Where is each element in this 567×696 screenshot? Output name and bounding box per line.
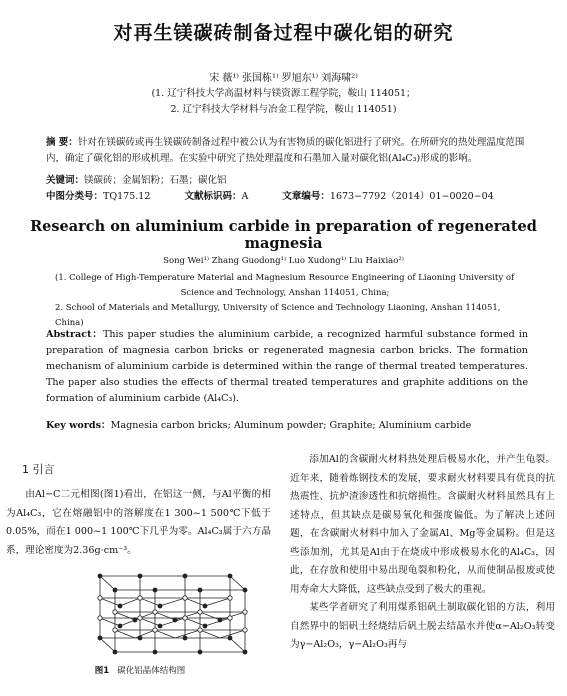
classification-row [46,188,494,202]
author-block-cn [0,69,567,118]
keywords-en-label: Key words： [46,420,111,431]
intro-right-column [290,451,555,655]
clc-label: 中图分类号： [46,191,104,202]
article-number-label: 文章编号： [282,191,330,202]
figure-1-caption-text: 碳化铝晶体结构图 [117,666,186,676]
keywords-cn [46,172,227,186]
abstract-cn-text: 针对在镁碳砖或再生镁碳砖制备过程中被公认为有害物质的碳化铝进行了研究。在所研究的热处理温度范围内，确定了碳化铝的形成机理。在实验中研究了热处理温度和石墨加入量对碳化铝(Al₄C₃)形成的影响。 [46,137,525,164]
keywords-en-text: Magnesia carbon bricks; Aluminum powder; Graphite; Aluminium carbide [110,420,472,431]
paper-title-cn: 对再生镁碳砖制备过程中碳化铝的研究 [113,22,454,44]
abstract-en [46,327,528,407]
clc-value: TQ175.12 [103,191,151,202]
abstract-en-label: Abstract： [46,329,103,340]
authors-cn: 宋 薇¹⁾ 张国栋¹⁾ 罗旭东¹⁾ 刘海啸²⁾ [209,73,358,84]
abstract-en-text: This paper studies the aluminium carbide, a recognized harmful substance formed in preparation of magnesia carbon bricks or regenerated magnesia carbon bricks. The formation mechanism of aluminium carbide is determined within the range of thermal treated temperatures. The paper also studies the effects of thermal treated temperatures and graphite additions on the formation of aluminium carbide (Al₄C₃). [46,329,528,404]
figure-1-caption [0,664,280,676]
keywords-cn-label: 关键词： [46,175,85,186]
article-number-value: 1673−7792（2014）01−0020−04 [329,191,494,202]
affiliation-en-2: 2. School of Materials and Metallurgy, University of Science and Technology Liaoning, Anshan 114051, China) [55,303,501,328]
paper-title-en: Research on aluminium carbide in preparation of regenerated magnesia [30,218,537,252]
keywords-cn-text: 镁碳砖；金属铝粉；石墨；碳化铝 [84,175,227,186]
crystal-structure-figure [80,568,260,660]
section-heading-introduction: 1 引言 [22,463,55,476]
affiliation-cn-2: 2. 辽宁科技大学材料与冶金工程学院，鞍山 114051) [170,104,397,115]
authors-en: Song Wei¹⁾ Zhang Guodong¹⁾ Luo Xudong¹⁾ Liu Haixiao²⁾ [163,256,404,266]
affiliation-en-1b: Science and Technology, Anshan 114051, China; [180,288,390,298]
keywords-en [46,417,471,431]
abstract-cn [46,135,528,167]
affiliations-en [55,271,515,331]
intro-paragraph-2: 某些学者研究了利用煤系铝矾土制取碳化铝的方法，利用自然界中的铝矾土经烧结后矾土脱去结晶水并使α−Al₂O₃转变为γ−Al₂O₃，γ−Al₂O₃再与 [290,602,555,650]
abstract-cn-label: 摘 要： [46,137,78,148]
affiliation-en-1: (1. College of High-Temperature Material and Magnesium Resource Engineering of Liaoning University of [55,273,515,283]
doc-code-label: 文献标识码： [184,191,242,202]
intro-paragraph-1: 添加Al的含碳耐火材料热处理后极易水化，并产生龟裂。近年来，随着炼钢技术的发展，要求耐火材料要具有优良的抗热震性、抗炉渣渗透性和抗熔损性。含碳耐火材料虽然具有上述特点，但其缺点是碳易氧化和强度偏低。为了解决上述问题，在含碳耐火材料中加入了金属Al、Mg等金属粉。但是这些添加剂，尤其是Al由于在烧成中形成极易水化的Al₄C₃，因此，在存放和使用中易出现龟裂和粉化，从而使制品报废或使用寿命大大降低，这些缺点受到了极大的重视。 [290,454,555,595]
affiliation-cn-1: (1. 辽宁科技大学高温材料与镁资源工程学院，鞍山 114051； [151,88,416,99]
doc-code-value: A [241,191,249,202]
figure-1-number: 图1 [94,666,110,676]
intro-left-column: 由Al−C二元相图(图1)看出，在铝这一侧，与Al平衡的相为Al₄C₃，它在熔融铝中的溶解度在1 300~1 500℃下低于0.05%，而在1 000~1 100℃下几乎为零。Al₄C₃属于六方晶系，理论密度为2.36g·cm⁻³。 [6,489,271,556]
